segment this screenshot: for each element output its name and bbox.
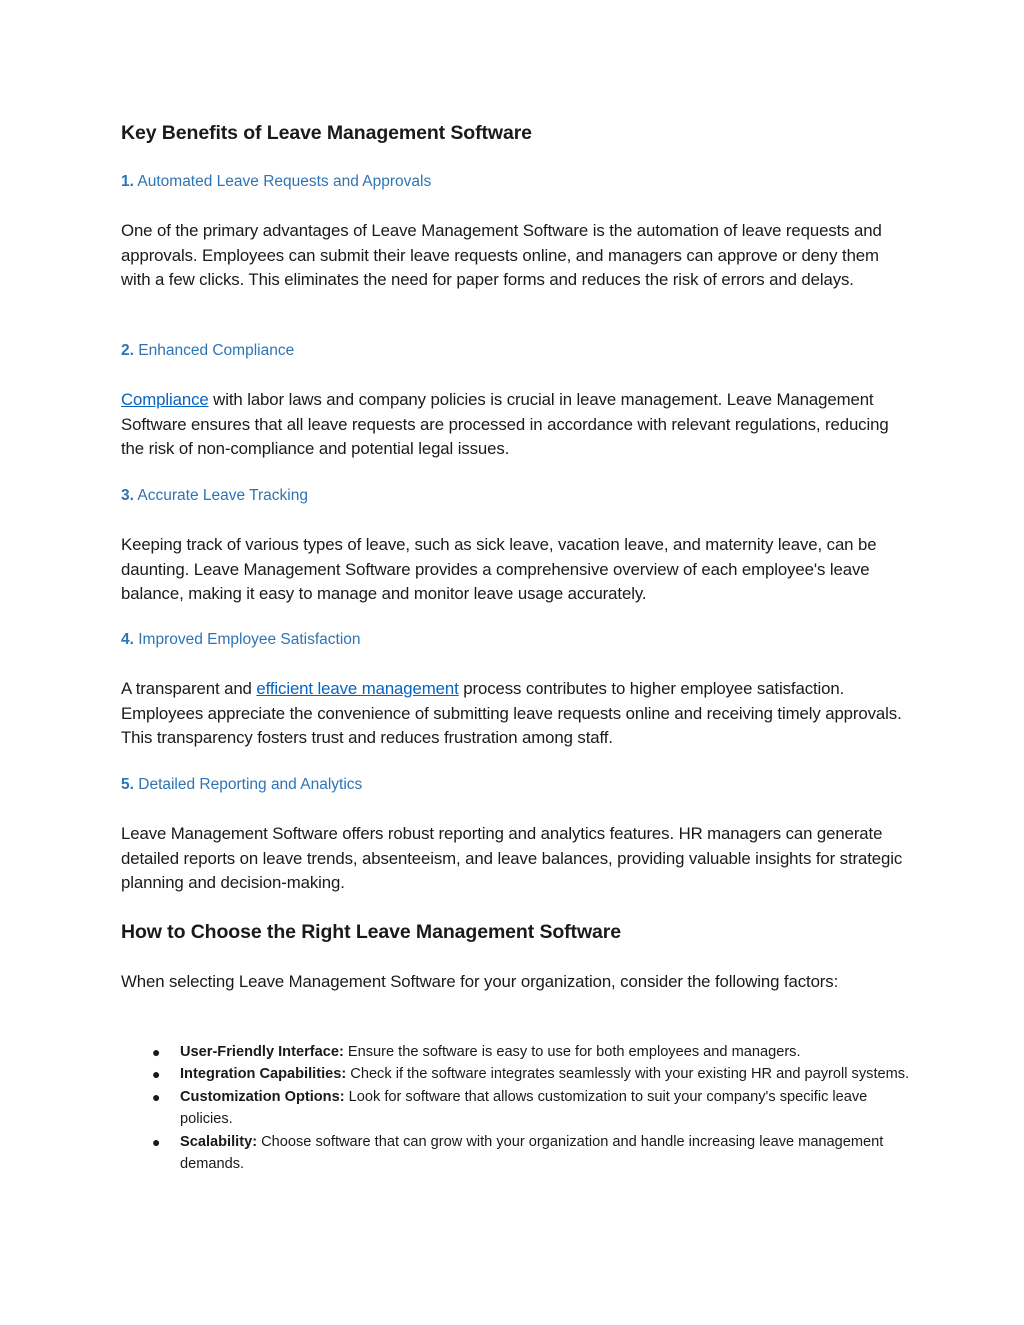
paragraph-4: [121, 677, 911, 751]
list-item: [121, 1041, 911, 1063]
bullet-icon: ●: [152, 1088, 161, 1105]
subheading-title: Automated Leave Requests and Approvals: [137, 173, 432, 190]
efficient-leave-management-link[interactable]: efficient leave management: [256, 679, 459, 698]
heading-key-benefits: Key Benefits of Leave Management Software: [121, 122, 532, 144]
heading-how-to-choose: How to Choose the Right Leave Management Software: [121, 921, 621, 943]
subheading-2: [121, 342, 294, 360]
paragraph-3: Keeping track of various types of leave, such as sick leave, vacation leave, and maternity leave, can be daunting. Leave Management Software provides a comprehensive overview of each employee's leave balance, making it easy to manage and monitor leave usage accurately.: [121, 535, 877, 604]
list-item: [121, 1086, 911, 1131]
bullet-icon: ●: [152, 1044, 161, 1060]
subheading-title: Detailed Reporting and Analytics: [138, 776, 363, 793]
list-item-label: Customization Options:: [180, 1088, 345, 1105]
list-item-text: Look for software that allows customization to suit your company's specific leave policies.: [180, 1088, 868, 1128]
list-item: [121, 1131, 911, 1176]
subheading-number: 5.: [121, 776, 134, 793]
subheading-1: [121, 173, 431, 191]
compliance-link[interactable]: Compliance: [121, 390, 209, 409]
paragraph-text: A transparent and: [121, 679, 257, 698]
subheading-number: 1.: [121, 173, 134, 190]
list-item-text: Check if the software integrates seamlessly with your existing HR and payroll systems.: [346, 1066, 910, 1083]
list-item-label: Integration Capabilities:: [180, 1066, 347, 1083]
subheading-5: [121, 776, 362, 794]
subheading-title: Accurate Leave Tracking: [137, 487, 308, 504]
paragraph-text: process contributes to higher employee satisfaction. Employees appreciate the convenience of submitting leave requests online and receiving timely approvals. This transparency fosters trust and reduces frustration among staff.: [121, 679, 902, 748]
bullet-icon: ●: [152, 1066, 161, 1083]
list-item-label: User-Friendly Interface:: [180, 1044, 344, 1060]
subheading-title: Enhanced Compliance: [138, 342, 295, 359]
paragraph-5: Leave Management Software offers robust reporting and analytics features. HR managers can generate detailed reports on leave trends, absenteeism, and leave balances, providing valuable insights for strategic planning and decision-making.: [121, 824, 903, 893]
paragraph-text: with labor laws and company policies is crucial in leave management. Leave Management Software ensures that all leave requests are processed in accordance with relevant regulations, reducing the risk of non-compliance and potential legal issues.: [121, 390, 889, 459]
list-item: [121, 1063, 911, 1085]
subheading-number: 2.: [121, 342, 134, 359]
subheading-4: [121, 631, 361, 649]
list-item-text: Ensure the software is easy to use for both employees and managers.: [343, 1044, 801, 1060]
list-item-text: Choose software that can grow with your organization and handle increasing leave management demands.: [180, 1133, 884, 1173]
subheading-title: Improved Employee Satisfaction: [138, 631, 361, 648]
paragraph-2: [121, 388, 911, 462]
bullet-icon: ●: [152, 1133, 161, 1150]
factors-list: [121, 1041, 911, 1175]
intro-paragraph: When selecting Leave Management Software for your organization, consider the following factors:: [121, 972, 839, 991]
list-item-label: Scalability:: [180, 1133, 258, 1150]
paragraph-1: One of the primary advantages of Leave Management Software is the automation of leave requests and approvals. Employees can submit their leave requests online, and managers can approve or deny them with a few clicks. This eliminates the need for paper forms and reduces the risk of errors and delays.: [121, 221, 882, 290]
subheading-3: [121, 487, 308, 505]
subheading-number: 3.: [121, 487, 134, 504]
subheading-number: 4.: [121, 631, 134, 648]
